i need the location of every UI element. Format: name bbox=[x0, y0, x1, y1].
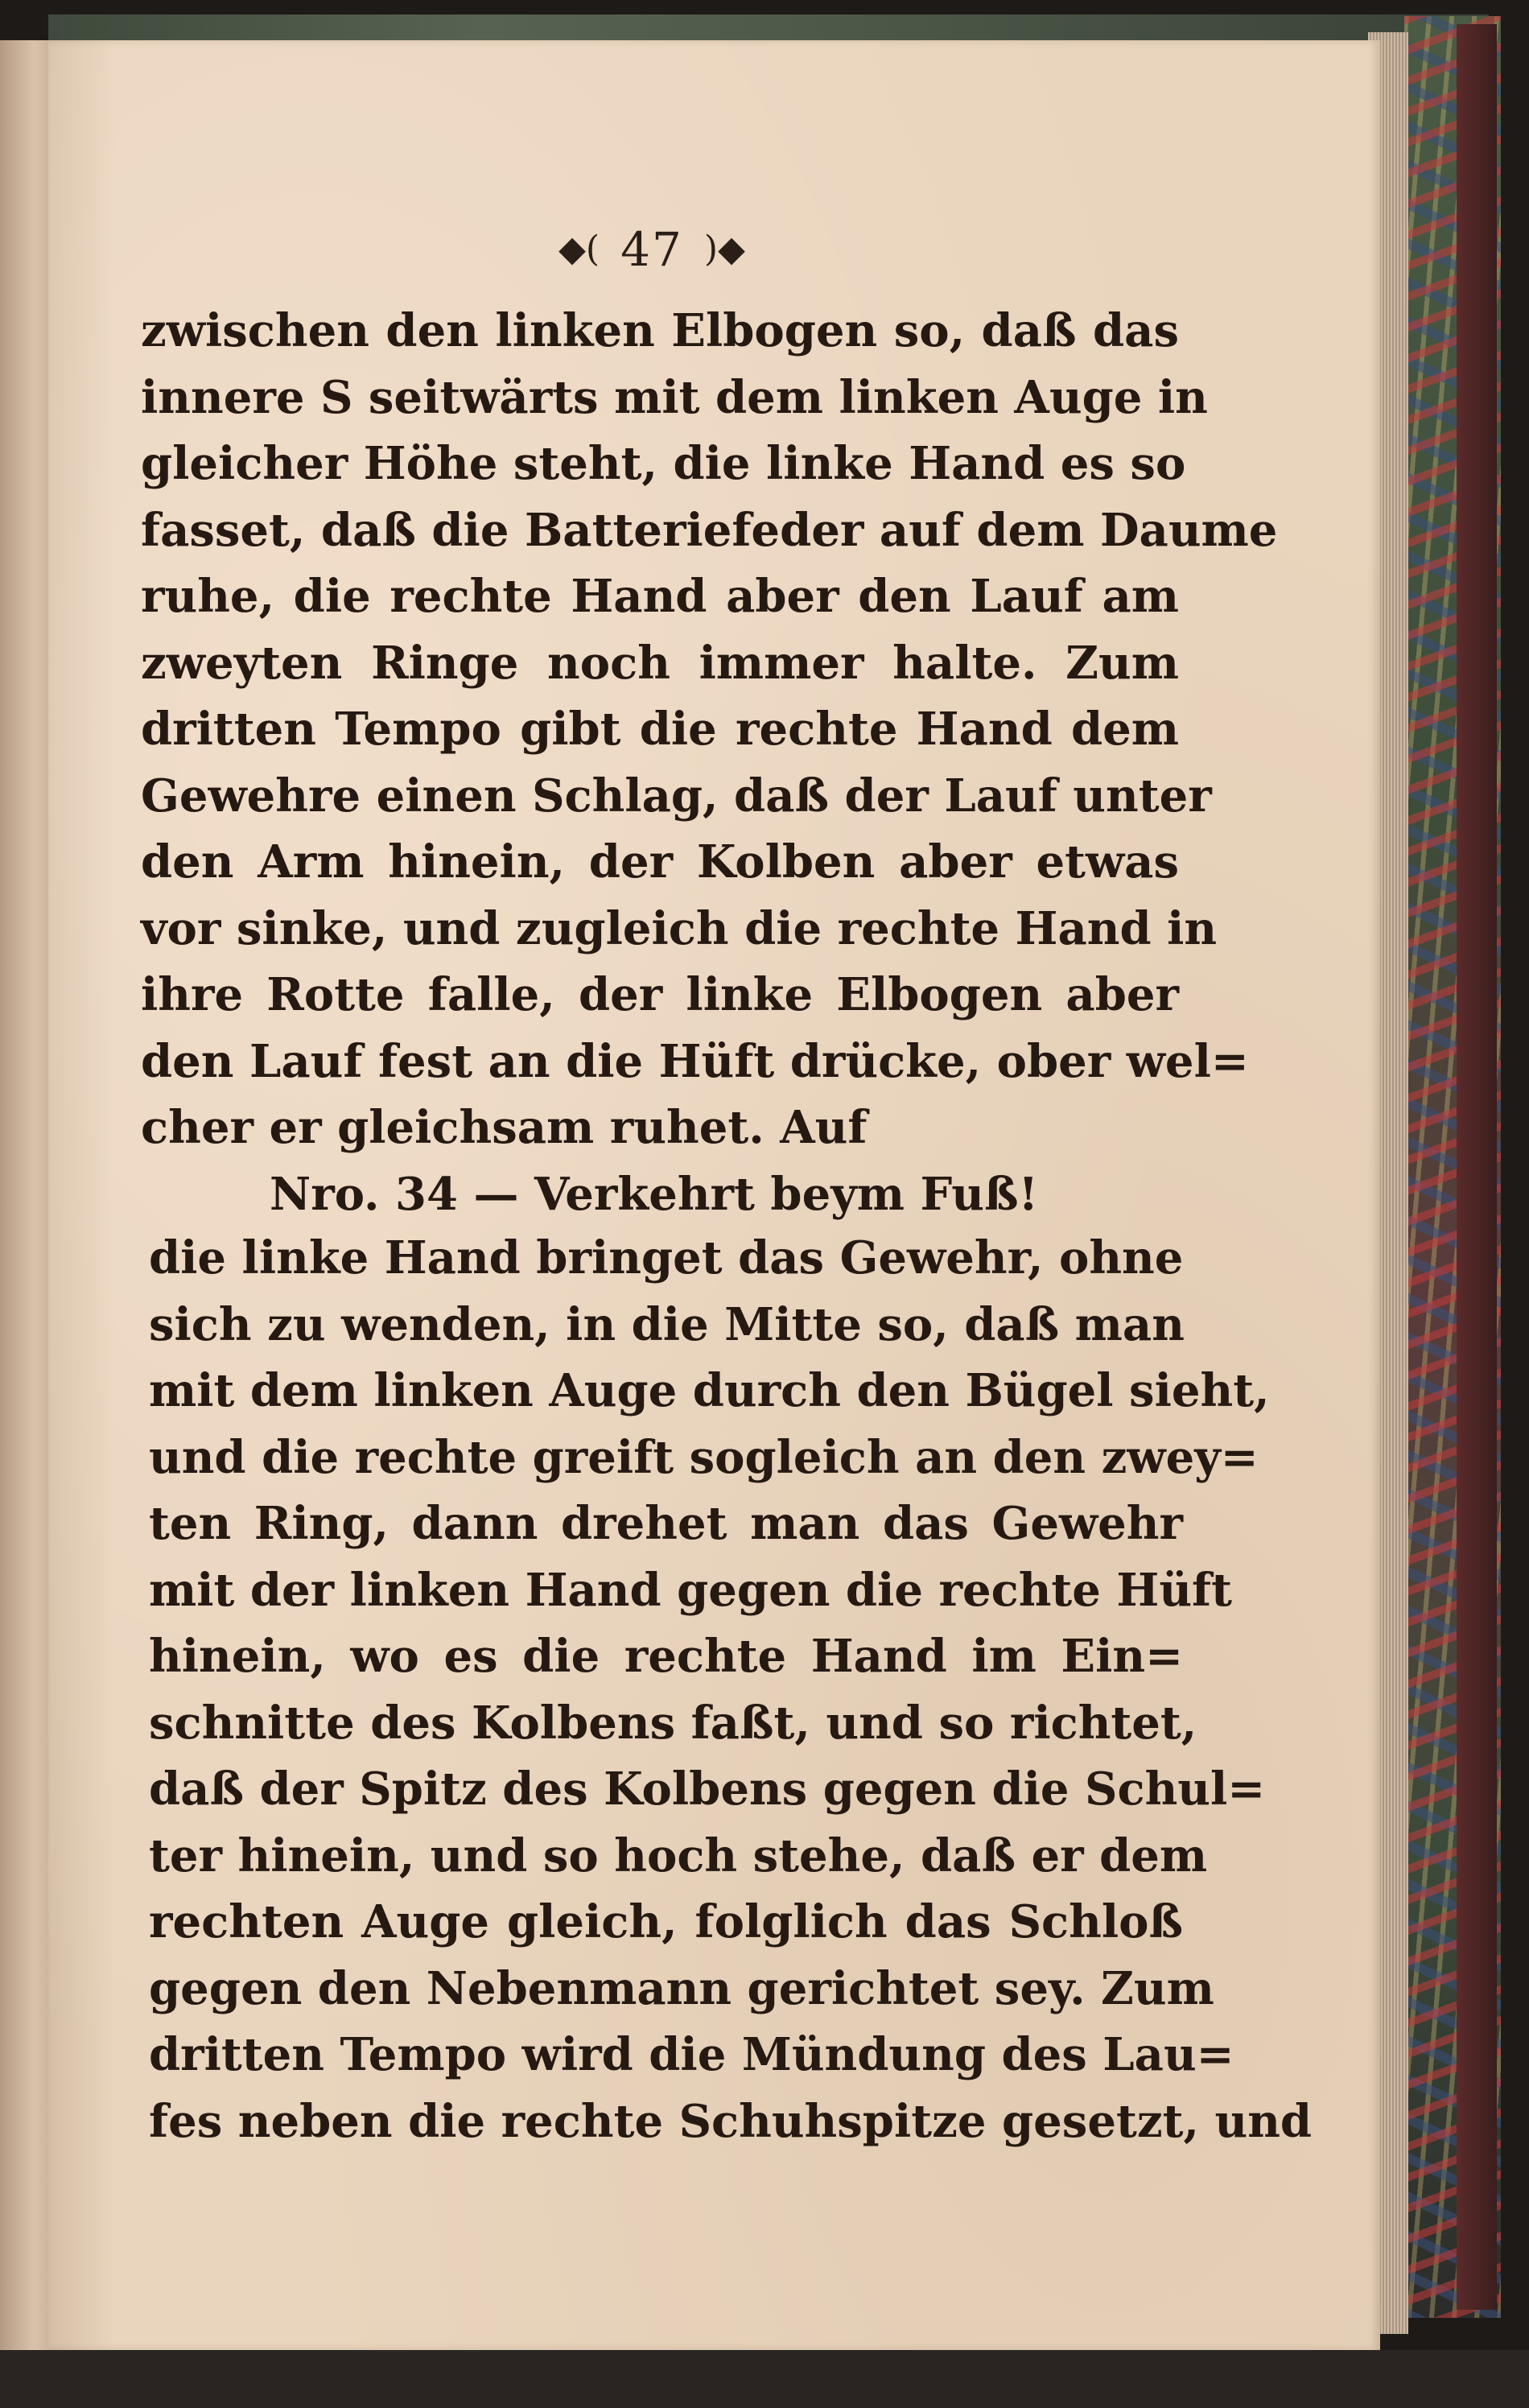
paragraph-1 bbox=[141, 298, 1278, 1227]
paragraph-2 bbox=[149, 1225, 1313, 2154]
left-ornament: ◆( bbox=[558, 229, 600, 270]
text-line: innere S seitwärts mit dem linken Auge in bbox=[141, 370, 1208, 424]
text-line: rechten Auge gleich, folglich das Schloß bbox=[149, 1895, 1183, 1948]
page-number: 47 bbox=[620, 222, 683, 277]
text-line: mit dem linken Auge durch den Bügel sieht, bbox=[149, 1364, 1270, 1417]
page-header bbox=[483, 217, 821, 282]
text-line: vor sinke, und zugleich die rechte Hand in bbox=[141, 901, 1218, 955]
text-line: hinein, wo es die rechte Hand im Ein= bbox=[149, 1630, 1183, 1683]
text-line: den Lauf fest an die Hüft drücke, ober wel= bbox=[141, 1034, 1249, 1088]
text-line: Gewehre einen Schlag, daß der Lauf unter bbox=[141, 769, 1212, 823]
text-line: den Arm hinein, der Kolben aber etwas bbox=[141, 835, 1179, 889]
text-line: sich zu wenden, in die Mitte so, daß man bbox=[149, 1297, 1185, 1351]
text-line: die linke Hand bringet das Gewehr, ohne bbox=[149, 1231, 1184, 1284]
bottom-background bbox=[0, 2350, 1529, 2408]
text-line: schnitte des Kolbens faßt, und so richtet, bbox=[149, 1696, 1197, 1750]
text-line: fes neben die rechte Schuhspitze gesetzt, und bbox=[149, 2094, 1313, 2148]
text-line: zwischen den linken Elbogen so, daß das bbox=[141, 304, 1179, 357]
leather-spine-edge bbox=[1457, 24, 1497, 2310]
right-ornament: )◆ bbox=[703, 229, 745, 270]
text-line: ihre Rotte falle, der linke Elbogen aber bbox=[141, 968, 1179, 1021]
text-line: ter hinein, und so hoch stehe, daß er dem bbox=[149, 1829, 1208, 1882]
text-line: mit der linken Hand gegen die rechte Hüft bbox=[149, 1563, 1232, 1617]
text-line: cher er gleichsam ruhet. Auf bbox=[141, 1101, 868, 1154]
text-line: und die rechte greift sogleich an den zwey= bbox=[149, 1430, 1259, 1484]
text-line: dritten Tempo wird die Mündung des Lau= bbox=[149, 2028, 1234, 2081]
text-line: zweyten Ringe noch immer halte. Zum bbox=[141, 636, 1179, 690]
section-heading: Nro. 34 — Verkehrt beym Fuß! bbox=[270, 1167, 1039, 1221]
text-line: dritten Tempo gibt die rechte Hand dem bbox=[141, 703, 1179, 756]
text-line: ruhe, die rechte Hand aber den Lauf am bbox=[141, 570, 1179, 623]
text-line: daß der Spitz des Kolbens gegen die Schul= bbox=[149, 1763, 1266, 1816]
text-line: fasset, daß die Batteriefeder auf dem Daume bbox=[141, 503, 1278, 557]
text-line: gleicher Höhe steht, die linke Hand es so bbox=[141, 437, 1186, 490]
text-line: gegen den Nebenmann gerichtet sey. Zum bbox=[149, 1961, 1214, 2015]
text-line: ten Ring, dann drehet man das Gewehr bbox=[149, 1497, 1183, 1550]
